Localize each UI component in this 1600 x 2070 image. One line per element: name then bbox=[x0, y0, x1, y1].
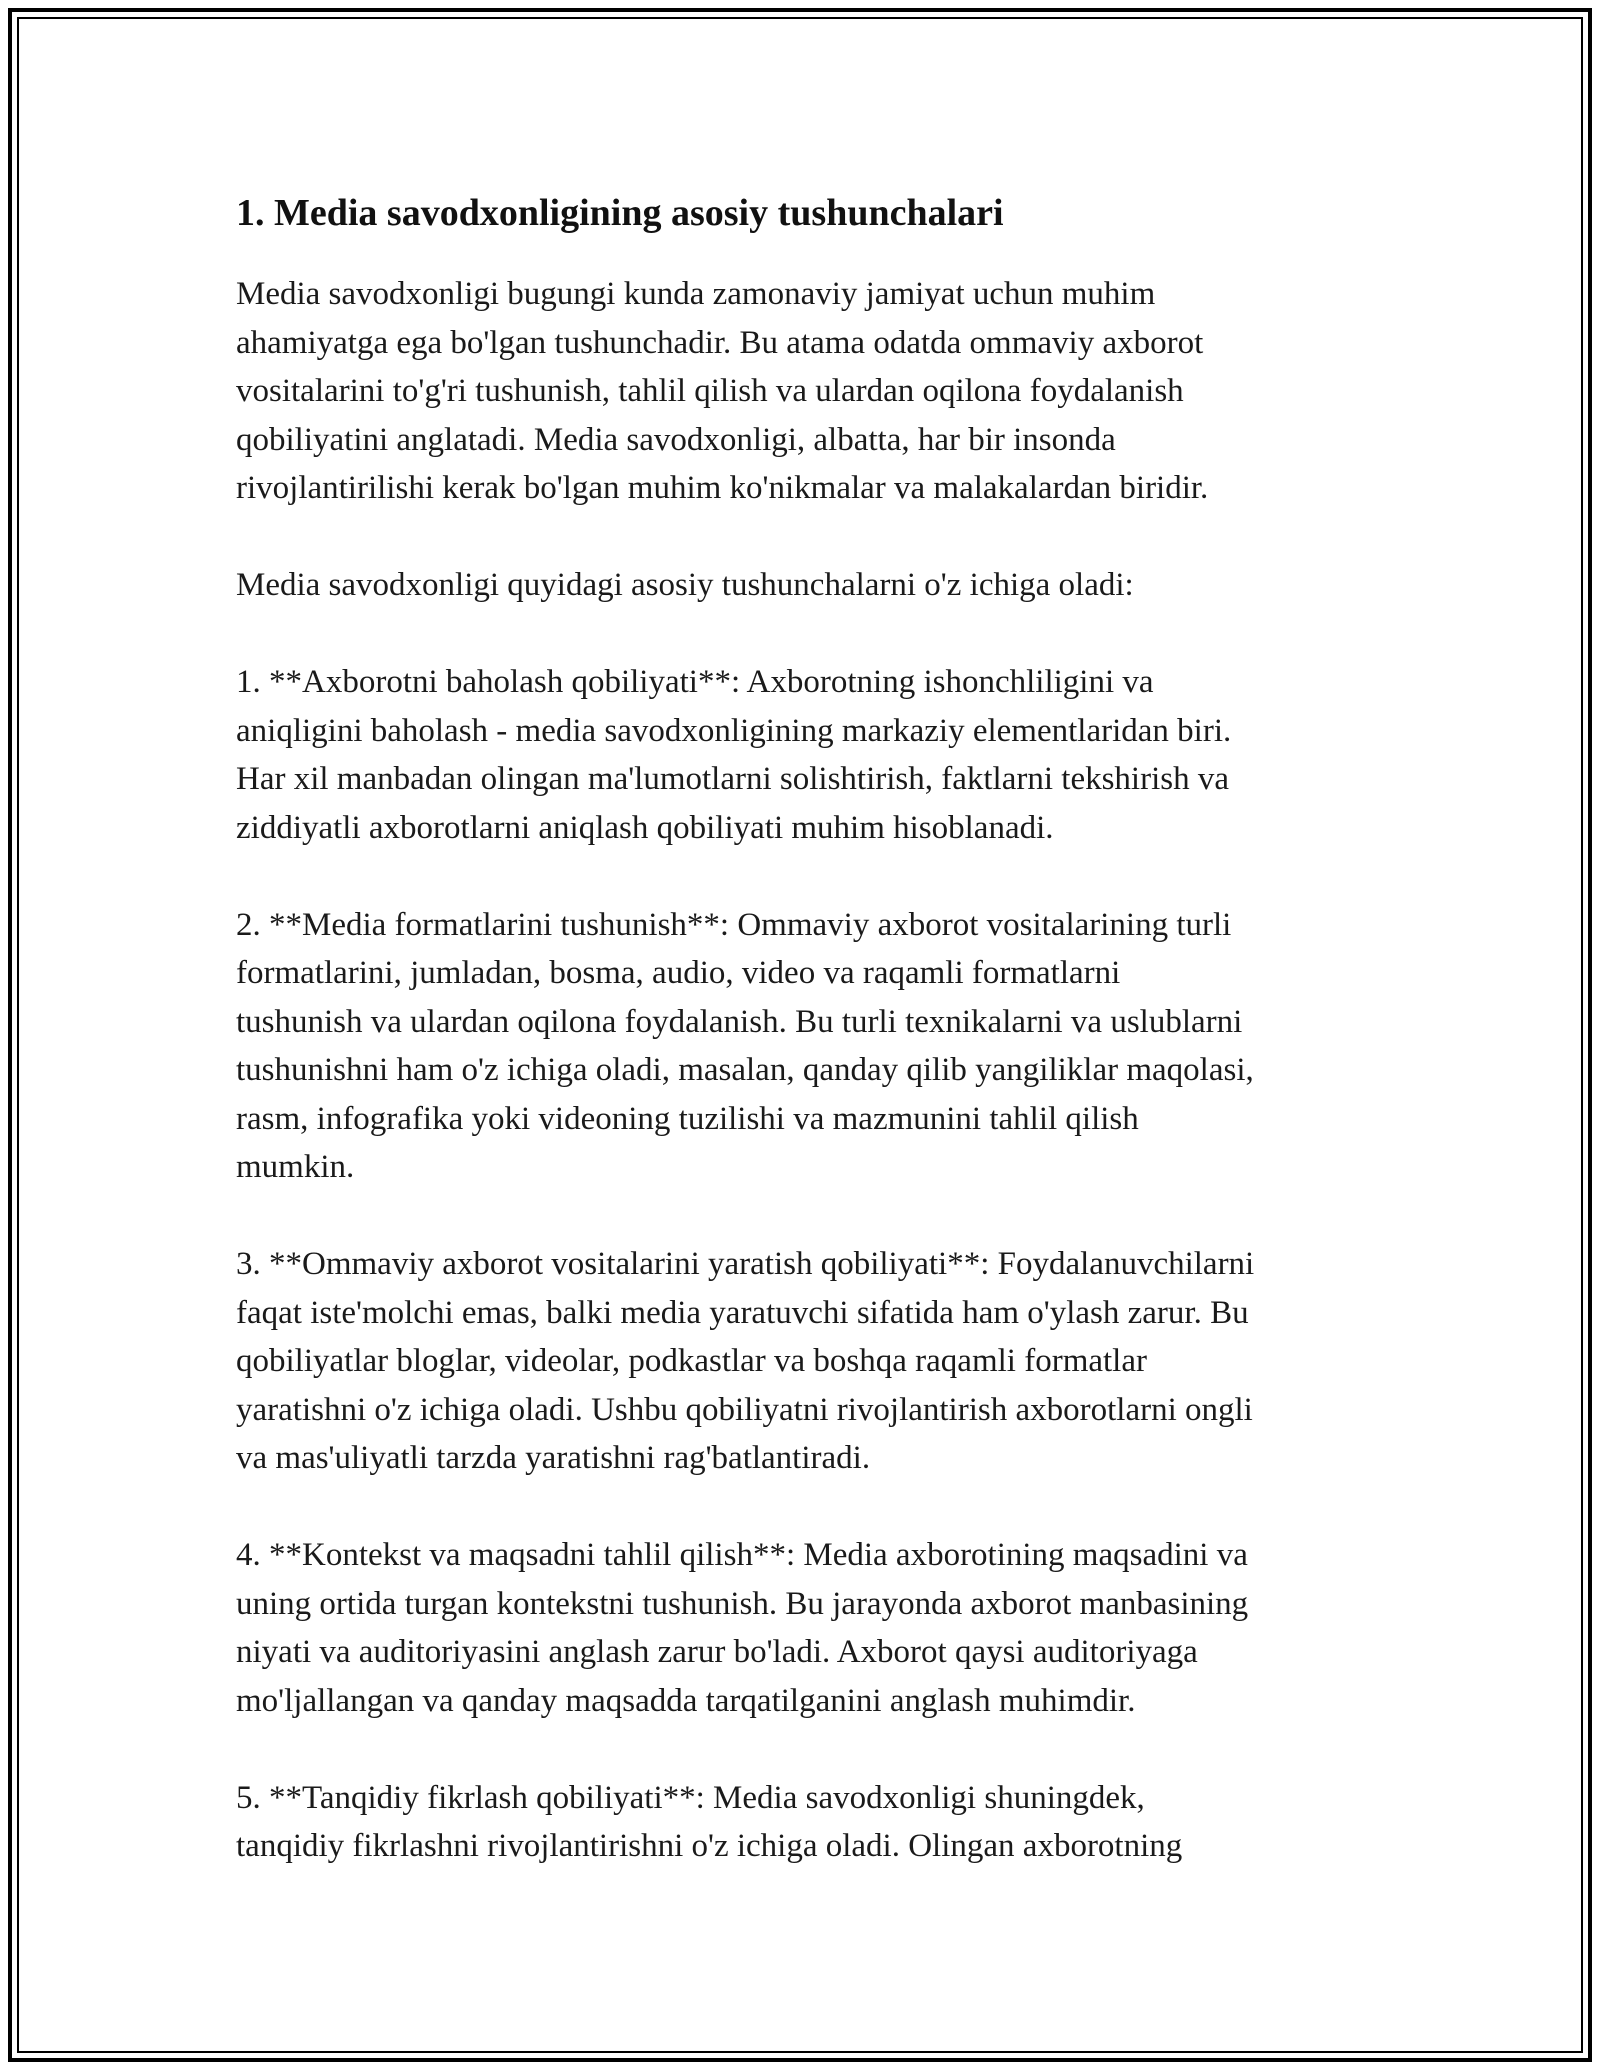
page-title: 1. Media savodxonligining asosiy tushunchalari bbox=[236, 192, 1004, 234]
list-item-kontekst-tahlili: 4. **Kontekst va maqsadni tahlil qilish**: Media axborotining maqsadini va uning ortida turgan kontekstni tushunish. Bu jarayonda axborot manbasining niyati va auditoriyasini anglash zarur bo'ladi. Axborot qaysi auditoriyaga mo'ljallangan va qanday maqsadda tarqatilganini anglash muhimdir. bbox=[236, 1537, 1249, 1719]
list-item-axborotni-baholash: 1. **Axborotni baholash qobiliyati**: Axborotning ishonchliligini va aniqligini baholash - media savodxonligining markaziy elementlaridan biri. Har xil manbadan olingan ma'lumotlarni solishtirish, faktlarni tekshirish va ziddiyatli axborotlarni aniqlash qobiliyati muhim hisoblanadi. bbox=[236, 664, 1232, 846]
paragraph-intro: Media savodxonligi bugungi kunda zamonaviy jamiyat uchun muhim ahamiyatga ega bo'lgan tushunchadir. Bu atama odatda ommaviy axborot vositalarini to'g'ri tushunish, tahlil qilish va ulardan oqilona foydalanish qobiliyatini anglatadi. Media savodxonligi, albatta, har bir insonda rivojlantirilishi kerak bo'lgan muhim ko'nikmalar va malakalardan biridir. bbox=[236, 276, 1209, 506]
document-body bbox=[236, 186, 1376, 1919]
list-item-tanqidiy-fikrlash: 5. **Tanqidiy fikrlash qobiliyati**: Media savodxonligi shuningdek, tanqidiy fikrlashni rivojlantirishni o'z ichiga oladi. Olingan axborotning bbox=[236, 1779, 1183, 1864]
paragraph-list-lead: Media savodxonligi quyidagi asosiy tushunchalarni o'z ichiga oladi: bbox=[236, 567, 1134, 603]
list-item-media-formatlari: 2. **Media formatlarini tushunish**: Ommaviy axborot vositalarining turli formatlarini, jumladan, bosma, audio, video va raqamli formatlarni tushunish va ulardan oqilona foydalanish. Bu turli texnikalarni va uslublarni tushunishni ham o'z ichiga oladi, masalan, qanday qilib yangiliklar maqolasi, rasm, infografika yoki videoning tuzilishi va mazmunini tahlil qilish mumkin. bbox=[236, 906, 1254, 1185]
list-item-ommaviy-axborot-yaratish: 3. **Ommaviy axborot vositalarini yaratish qobiliyati**: Foydalanuvchilarni faqat iste'molchi emas, balki media yaratuvchi sifatida ham o'ylash zarur. Bu qobiliyatlar bloglar, videolar, podkastlar va boshqa raqamli formatlar yaratishni o'z ichiga oladi. Ushbu qobiliyatni rivojlantirish axborotlarni ongli va mas'uliyatli tarzda yaratishni rag'batlantiradi. bbox=[236, 1246, 1255, 1476]
